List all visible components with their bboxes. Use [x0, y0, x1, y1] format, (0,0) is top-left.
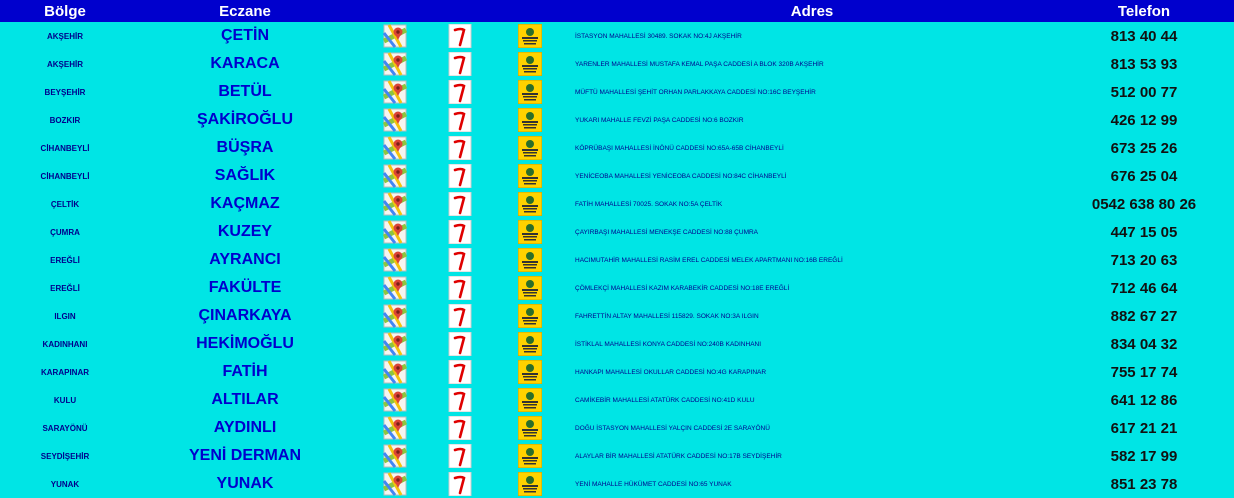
table-row	[0, 78, 1234, 106]
table-header	[0, 0, 1234, 22]
yolbil-navigation-icon[interactable]	[518, 360, 542, 384]
yandex-navigation-icon[interactable]	[448, 220, 472, 244]
phone-number[interactable]: 447 15 05	[1110, 223, 1178, 241]
region-cell: KADINHANI	[42, 339, 88, 349]
header-yandex-blank	[430, 0, 490, 22]
pharmacy-name: ŞAKİROĞLU	[197, 111, 293, 128]
yolbil-navigation-icon[interactable]	[518, 276, 542, 300]
pharmacy-name: ÇINARKAYA	[198, 307, 292, 324]
region-cell: YUNAK	[50, 479, 80, 489]
address-cell: FAHRETTİN ALTAY MAHALLESİ 115829. SOKAK NO:3A ILGIN	[575, 312, 759, 320]
address-cell: ÇÖMLEKÇİ MAHALLESİ KAZIM KARABEKİR CADDESİ NO:18E EREĞLİ	[575, 284, 790, 292]
table-row	[0, 302, 1234, 330]
pharmacy-name: KAÇMAZ	[210, 195, 280, 212]
yolbil-navigation-icon[interactable]	[518, 444, 542, 468]
yolbil-navigation-icon[interactable]	[518, 52, 542, 76]
yolbil-navigation-icon[interactable]	[518, 136, 542, 160]
yandex-navigation-icon[interactable]	[448, 248, 472, 272]
region-cell: EREĞLİ	[50, 283, 80, 293]
table-row	[0, 330, 1234, 358]
yandex-navigation-icon[interactable]	[448, 192, 472, 216]
table-row	[0, 190, 1234, 218]
yolbil-navigation-icon[interactable]	[518, 220, 542, 244]
table-row	[0, 414, 1234, 442]
address-cell: YUKARI MAHALLE FEVZİ PAŞA CADDESİ NO:6 BOZKIR	[575, 116, 744, 124]
yandex-navigation-icon[interactable]	[448, 360, 472, 384]
header-phone: Telefon	[1054, 0, 1234, 22]
address-cell: FATİH MAHALLESİ 70025. SOKAK NO:5A ÇELTİK	[575, 200, 723, 208]
address-cell: HACIMUTAHİR MAHALLESİ RASİM EREL CADDESİ MELEK APARTMANI NO:16B EREĞLİ	[575, 256, 843, 264]
google-maps-icon[interactable]	[383, 24, 407, 48]
region-cell: AKŞEHİR	[46, 59, 83, 69]
address-cell: ÇAYIRBAŞI MAHALLESİ MENEKŞE CADDESİ NO:88 ÇUMRA	[575, 228, 759, 236]
pharmacy-name: FATİH	[222, 363, 268, 380]
yandex-navigation-icon[interactable]	[448, 388, 472, 412]
pharmacy-name: KUZEY	[217, 223, 273, 240]
address-cell: ALAYLAR BİR MAHALLESİ ATATÜRK CADDESİ NO:17B SEYDİŞEHİR	[575, 452, 782, 460]
yandex-navigation-icon[interactable]	[448, 276, 472, 300]
pharmacy-name: AYRANCI	[209, 251, 281, 268]
region-cell: KARAPINAR	[41, 367, 89, 377]
table-row	[0, 218, 1234, 246]
yandex-navigation-icon[interactable]	[448, 444, 472, 468]
google-maps-icon[interactable]	[383, 444, 407, 468]
yolbil-navigation-icon[interactable]	[518, 248, 542, 272]
region-cell: ILGIN	[54, 311, 76, 321]
header-map-blank	[360, 0, 430, 22]
phone-number[interactable]: 676 25 04	[1110, 167, 1178, 185]
table-row	[0, 50, 1234, 78]
phone-number[interactable]: 426 12 99	[1110, 111, 1178, 129]
phone-number[interactable]: 512 00 77	[1110, 83, 1178, 101]
yandex-navigation-icon[interactable]	[448, 136, 472, 160]
table-row	[0, 442, 1234, 470]
region-cell: SARAYÖNÜ	[42, 423, 88, 433]
pharmacy-name: YENİ DERMAN	[188, 447, 301, 464]
region-cell: BEYŞEHİR	[44, 87, 86, 97]
region-cell: BOZKIR	[49, 115, 81, 125]
yolbil-navigation-icon[interactable]	[518, 472, 542, 496]
yolbil-navigation-icon[interactable]	[518, 164, 542, 188]
phone-number[interactable]: 813 40 44	[1110, 27, 1178, 45]
table-row	[0, 162, 1234, 190]
yolbil-navigation-icon[interactable]	[518, 304, 542, 328]
address-cell: YENİCEOBA MAHALLESİ YENİCEOBA CADDESİ NO:84C CİHANBEYLİ	[575, 172, 787, 180]
table-row	[0, 386, 1234, 414]
phone-number[interactable]: 641 12 86	[1110, 391, 1178, 409]
google-maps-icon[interactable]	[383, 52, 407, 76]
region-cell: KULU	[53, 395, 77, 405]
address-cell: MÜFTÜ MAHALLESİ ŞEHİT ORHAN PARLAKKAYA CADDESİ NO:16C BEYŞEHİR	[575, 88, 816, 96]
phone-number[interactable]: 0542 638 80 26	[1091, 195, 1197, 213]
table-row	[0, 22, 1234, 50]
pharmacy-name: AYDINLI	[213, 419, 277, 436]
google-maps-icon[interactable]	[383, 472, 407, 496]
pharmacy-name: YUNAK	[216, 475, 274, 492]
phone-number[interactable]: 813 53 93	[1110, 55, 1178, 73]
yolbil-navigation-icon[interactable]	[518, 388, 542, 412]
yolbil-navigation-icon[interactable]	[518, 192, 542, 216]
table-row	[0, 274, 1234, 302]
address-cell: HANKAPI MAHALLESİ OKULLAR CADDESİ NO:4G KARAPINAR	[575, 368, 767, 376]
yandex-navigation-icon[interactable]	[448, 332, 472, 356]
google-maps-icon[interactable]	[383, 360, 407, 384]
pharmacy-name: HEKİMOĞLU	[196, 335, 294, 352]
table-row	[0, 358, 1234, 386]
region-cell: AKŞEHİR	[46, 31, 83, 41]
google-maps-icon[interactable]	[383, 276, 407, 300]
yandex-navigation-icon[interactable]	[448, 472, 472, 496]
phone-number[interactable]: 713 20 63	[1110, 251, 1178, 269]
yandex-navigation-icon[interactable]	[448, 416, 472, 440]
table-row	[0, 134, 1234, 162]
google-maps-icon[interactable]	[383, 388, 407, 412]
yolbil-navigation-icon[interactable]	[518, 332, 542, 356]
google-maps-icon[interactable]	[383, 136, 407, 160]
address-cell: CAMİKEBİR MAHALLESİ ATATÜRK CADDESİ NO:41D KULU	[575, 396, 755, 404]
region-cell: ÇELTİK	[50, 199, 80, 209]
google-maps-icon[interactable]	[383, 108, 407, 132]
yolbil-navigation-icon[interactable]	[518, 80, 542, 104]
google-maps-icon[interactable]	[383, 80, 407, 104]
phone-number[interactable]: 755 17 74	[1110, 363, 1178, 381]
table-row	[0, 106, 1234, 134]
phone-number[interactable]: 617 21 21	[1110, 419, 1178, 437]
header-address: Adres	[570, 0, 1054, 22]
address-cell: YARENLER MAHALLESİ MUSTAFA KEMAL PAŞA CADDESİ A BLOK 320B AKŞEHİR	[575, 60, 824, 68]
google-maps-icon[interactable]	[383, 164, 407, 188]
region-cell: SEYDİŞEHİR	[40, 451, 90, 461]
phone-number[interactable]: 582 17 99	[1110, 447, 1178, 465]
phone-number[interactable]: 673 25 26	[1110, 139, 1178, 157]
header-yolbil-blank	[490, 0, 570, 22]
phone-number[interactable]: 882 67 27	[1110, 307, 1178, 325]
region-cell: CİHANBEYLİ	[40, 171, 90, 181]
table-row	[0, 470, 1234, 498]
google-maps-icon[interactable]	[383, 248, 407, 272]
google-maps-icon[interactable]	[383, 332, 407, 356]
pharmacy-name: ALTILAR	[211, 391, 279, 408]
address-cell: YENİ MAHALLE HÜKÜMET CADDESİ NO:65 YUNAK	[575, 480, 732, 488]
pharmacy-name: ÇETİN	[221, 27, 269, 44]
yolbil-navigation-icon[interactable]	[518, 24, 542, 48]
google-maps-icon[interactable]	[383, 220, 407, 244]
yandex-navigation-icon[interactable]	[448, 24, 472, 48]
address-cell: İSTİKLAL MAHALLESİ KONYA CADDESİ NO:240B KADINHANI	[575, 340, 762, 348]
pharmacy-name: BETÜL	[218, 83, 272, 100]
table-row	[0, 246, 1234, 274]
yolbil-navigation-icon[interactable]	[518, 108, 542, 132]
google-maps-icon[interactable]	[383, 192, 407, 216]
yandex-navigation-icon[interactable]	[448, 108, 472, 132]
phone-number[interactable]: 834 04 32	[1110, 335, 1178, 353]
pharmacy-name: SAĞLIK	[214, 167, 276, 184]
phone-number[interactable]: 851 23 78	[1110, 475, 1178, 493]
region-cell: EREĞLİ	[50, 255, 80, 265]
header-pharmacy: Eczane	[130, 0, 360, 22]
google-maps-icon[interactable]	[383, 416, 407, 440]
pharmacy-name: KARACA	[210, 55, 280, 72]
address-cell: KÖPRÜBAŞI MAHALLESİ İNÖNÜ CADDESİ NO:65A-65B CİHANBEYLİ	[575, 144, 784, 152]
region-cell: ÇUMRA	[50, 227, 80, 237]
address-cell: DOĞU İSTASYON MAHALLESİ YALÇIN CADDESİ 2E SARAYÖNÜ	[575, 424, 770, 432]
yandex-navigation-icon[interactable]	[448, 52, 472, 76]
pharmacy-name: FAKÜLTE	[208, 279, 282, 296]
yandex-navigation-icon[interactable]	[448, 80, 472, 104]
address-cell: İSTASYON MAHALLESİ 30489. SOKAK NO:4J AKŞEHİR	[575, 32, 742, 40]
pharmacy-name: BÜŞRA	[216, 139, 274, 156]
phone-number[interactable]: 712 46 64	[1110, 279, 1178, 297]
yandex-navigation-icon[interactable]	[448, 164, 472, 188]
yolbil-navigation-icon[interactable]	[518, 416, 542, 440]
google-maps-icon[interactable]	[383, 304, 407, 328]
region-cell: CİHANBEYLİ	[40, 143, 90, 153]
header-region: Bölge	[0, 0, 130, 22]
table-body	[0, 22, 1234, 498]
yandex-navigation-icon[interactable]	[448, 304, 472, 328]
